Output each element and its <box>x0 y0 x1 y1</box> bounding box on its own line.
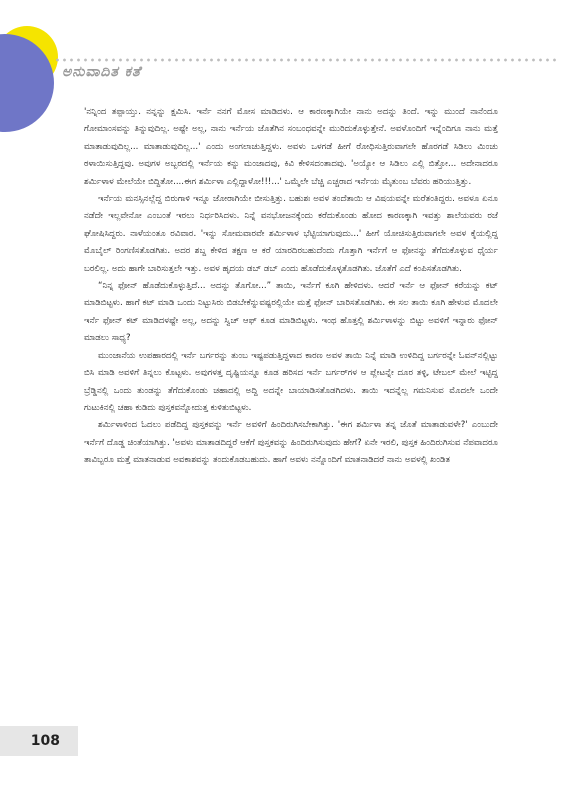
page-number: 108 <box>30 733 60 749</box>
paragraph-1: 'ನನ್ನಿಂದ ತಪ್ಪಾಯ್ತು. ನನ್ನನ್ನು ಕ್ಷಮಿಸಿ. ಇರ್ನೆ ನನಗೆ ಮೋಸ ಮಾಡಿದಳು. ಆ ಕಾರಣಕ್ಕಾಗಿಯೇ ನಾನು ಅದನ್ನು ತಿಂದೆ. ಇನ್ನು ಮುಂದೆ ನಾನೆಂದೂ ಗೋಮಾಂಸವನ್ನು ತಿನ್ನುವುದಿಲ್ಲ. ಅಷ್ಟೇ ಅಲ್ಲ, ನಾನು ಇರ್ನೆಯ ಜೊತೆಗಿನ ಸಂಬಂಧವನ್ನೇ ಮುರಿದುಕೊಳ್ಳುತ್ತೇನೆ. ಅವಳೊಂದಿಗೆ ಇನ್ನೆಂದಿಗೂ ನಾನು ಮತ್ತೆ ಮಾತಾಡುವುದಿಲ್ಲ... ಮಾತಾಡುವುದಿಲ್ಲ...' ಎಂದು ಅಂಗಲಾಚುತ್ತಿದ್ದಳು. ಅವಳು ಒಳಗಡೆ ಹೀಗೆ ರೋಧಿಸುತ್ತಿರುವಾಗಲೇ ಹೊರಗಡೆ ಸಿಡಿಲು ಮಿಂಚು ಠಳಾಯಿಸುತ್ತಿದ್ದವು. ಅವುಗಳ ಅಬ್ಬರದಲ್ಲಿ ಇರ್ನೆಯ ಕನ್ನು ಮಂಜಾದವು, ಕಿವಿ ಕೇಳಿಸದಂತಾದವು. 'ಅಯ್ಯೋ ಆ ಸಿಡಿಲು ಎಲ್ಲಿ ಬಿತ್ತೋ... ಅದೇನಾದರೂ ಶರ್ಮಿಳಾಳ ಮೇಲೆಯೇ ಬಿದ್ದಿತೋ....ಈಗ ಶರ್ಮಿಳಾ ಎಲ್ಲಿದ್ದಾಳೋ!!!...' ಒಮ್ಮೆಲೇ ಬೆಚ್ಚಿ ಎಚ್ಚರಾದ ಇರ್ನೆಯ ಮೈತುಂಬ ಬೆವರು ಹರಿಯುತ್ತಿತ್ತು. <box>84 107 498 187</box>
paragraph-2: ಇರ್ನೆಯ ಮನಸ್ಸಿನಲ್ಲೆದ್ದ ಬಿರುಗಾಳಿ ಇನ್ನೂ ಜೋರಾಗಿಯೇ ಬೀಸುತ್ತಿತ್ತು. ಬಹುಶಃ ಅವಳ ತಂದೆತಾಯಿ ಆ ವಿಷಯವನ್ನೇ ಮರೆತಂತಿದ್ದರು. ಅವಳೂ ಏನೂ ನಡೆದೇ ಇಲ್ಲವೇನೋ ಎಂಬಂತೆ ಇರಲು ನಿರ್ಧರಿಸಿದಳು. ನಿನ್ನೆ ವನಭೋಜನಕ್ಕೆಂದು ಕರೆದುಕೊಂಡು ಹೋದ ಕಾರಣಕ್ಕಾಗಿ ಇವತ್ತು ಶಾಲೆಯವರು ರಜೆ ಘೋಷಿಸಿದ್ದರು. ನಾಳೆಯಂತೂ ರವಿವಾರ. 'ಇನ್ನು ಸೋಮವಾರವೇ ಶರ್ಮಿಳಾಳ ಭೆಟ್ಟಿಯಾಗುವುದು...' ಹೀಗೆ ಯೋಚಿಸುತ್ತಿರುವಾಗಲೇ ಅವಳ ಕೈಯಲ್ಲಿದ್ದ ಮೊಬೈಲ್ ರಿಂಗಣಿಸತೊಡಗಿತು. ಅದರ ಶಬ್ದ ಕೇಳಿದ ತಕ್ಷಣ ಆ ಕರೆ ಯಾರದಿರಬಹುದೆಂದು ಗೊತ್ತಾಗಿ ಇರ್ನೆಗೆ ಆ ಫೋನನ್ನು ತೆಗೆದುಕೊಳ್ಳುವ ಧೈರ್ಯ ಬರಲಿಲ್ಲ. ಅದು ಹಾಗೇ ಬಾರಿಸುತ್ತಲೇ ಇತ್ತು. ಅವಳ ಹೃದಯ ಡಬ್ ಡಬ್ ಎಂದು ಹೊಡೆದುಕೊಳ್ಳತೊಡಗಿತು. ಜೊತೆಗೆ ಎದೆ ಕಂಪಿಸತೊಡಗಿತು. <box>84 194 498 274</box>
dotted-header-rule <box>54 58 558 62</box>
story-text <box>84 104 498 758</box>
paragraph-4: ಮುಂಜಾನೆಯ ಉಪಹಾರದಲ್ಲಿ ಇರ್ನೆ ಬರ್ಗರನ್ನು ತುಂಬ ಇಷ್ಟಪಡುತ್ತಿದ್ದಳಾದ ಕಾರಣ ಅವಳ ತಾಯಿ ನಿನ್ನೆ ಮಾಡಿ ಉಳಿದಿದ್ದ ಬರ್ಗರನ್ನೇ ಓವನ್‌ನಲ್ಲಿಟ್ಟು ಬಿಸಿ ಮಾಡಿ ಅವಳಿಗೆ ತಿನ್ನಲು ಕೊಟ್ಟಳು. ಅವುಗಳತ್ತ ದೃಷ್ಟಿಯನ್ನೂ ಕೂಡ ಹರಿಸದ ಇರ್ನೆ ಬರ್ಗರ್‌ಗಳ ಆ ಪ್ಲೇಟನ್ನೇ ದೂರ ತಳ್ಳಿ, ಟೇಬಲ್ ಮೇಲೆ ಇಟ್ಟಿದ್ದ ಬ್ರೆಡ್ಡಿನಲ್ಲಿ ಒಂದು ತುಂಡನ್ನು ತೆಗೆದುಕೊಂಡು ಚಹಾದಲ್ಲಿ ಅದ್ದಿ ಅದನ್ನೇ ಬಾಯಾಡಿಸತೊಡಗಿದಳು. ತಾಯಿ ಇದನ್ನೆಲ್ಲ ಗಮನಿಸುವ ಮೊದಲೇ ಒಂದೇ ಗುಟುಕಿನಲ್ಲಿ ಚಹಾ ಕುಡಿದು ಪುಸ್ತಕವನ್ನೋದುತ್ತ ಕುಳಿತುಬಿಟ್ಟಳು. <box>84 350 498 413</box>
paragraph-5: ಶರ್ಮಿಳಾಳಿಂದ ಓದಲು ಪಡೆದಿದ್ದ ಪುಸ್ತಕವನ್ನು ಇರ್ನೆ ಅವಳಿಗೆ ಹಿಂದಿರುಗಿಸಬೇಕಾಗಿತ್ತು. 'ಈಗ ಶರ್ಮಿಳಾ ತನ್ನ ಜೊತೆ ಮಾತಾಡುವಳೇ?' ಎಂಬುದೇ ಇರ್ನೆಗೆ ದೊಡ್ಡ ಚಿಂತೆಯಾಗಿತ್ತು. 'ಅವಳು ಮಾತಾಡದಿದ್ದರೆ ಆಕೆಗೆ ಪುಸ್ತಕವನ್ನು ಹಿಂದಿರುಗಿಸುವುದು ಹೇಗೆ? ಏನೇ ಇರಲಿ, ಪುಸ್ತಕ ಹಿಂದಿರುಗಿಸುವ ನೆಪವಾದರೂ ತಾವಿಬ್ಬರೂ ಮತ್ತೆ ಮಾತನಾಡುವ ಅವಕಾಶವನ್ನು ತಂದುಕೊಡಬಹುದು. ಹಾಗೆ ಅವಳು ನನ್ನೊಂದಿಗೆ ಮಾತನಾಡಿದರೆ ನಾನು ಅವಳಲ್ಲಿ ಖಂಡಿತ <box>84 420 498 466</box>
paragraph-3: “ನಿನ್ನ ಫೋನ್ ಹೊಡೆದುಕೊಳ್ಳುತ್ತಿದೆ... ಅದನ್ನು ತೊಗೋ...” ತಾಯಿ, ಇರ್ನೆಗೆ ಕೂಗಿ ಹೇಳಿದಳು. ಆದರೆ ಇರ್ನೆ ಆ ಫೋನ್ ಕರೆಯನ್ನು ಕಟ್ ಮಾಡಿಬಿಟ್ಟಳು. ಹಾಗೆ ಕಟ್ ಮಾಡಿ ಒಂದು ನಿಟ್ಟುಸಿರು ಬಿಡಬೇಕೆನ್ನುವಷ್ಟರಲ್ಲಿಯೇ ಮತ್ತೆ ಫೋನ್ ಬಾರಿಸತೊಡಗಿತು. ಈ ಸಲ ತಾಯಿ ಕೂಗಿ ಹೇಳುವ ಮೊದಲೇ ಇರ್ನೆ ಫೋನ್ ಕಟ್ ಮಾಡಿದಳಷ್ಟೇ ಅಲ್ಲ, ಅದನ್ನು ಸ್ವಿಚ್ ಆಫ್ ಕೂಡ ಮಾಡಿಬಿಟ್ಟಳು. ಇಂಥ ಹೊತ್ತಲ್ಲಿ ಶರ್ಮಿಳಾಳನ್ನು ಬಿಟ್ಟು ಅವಳಿಗೆ ಇನ್ನಾರು ಫೋನ್ ಮಾಡಲು ಸಾಧ್ಯ? <box>84 281 498 344</box>
section-title: ಅನುವಾದಿತ ಕತೆ <box>62 64 142 80</box>
